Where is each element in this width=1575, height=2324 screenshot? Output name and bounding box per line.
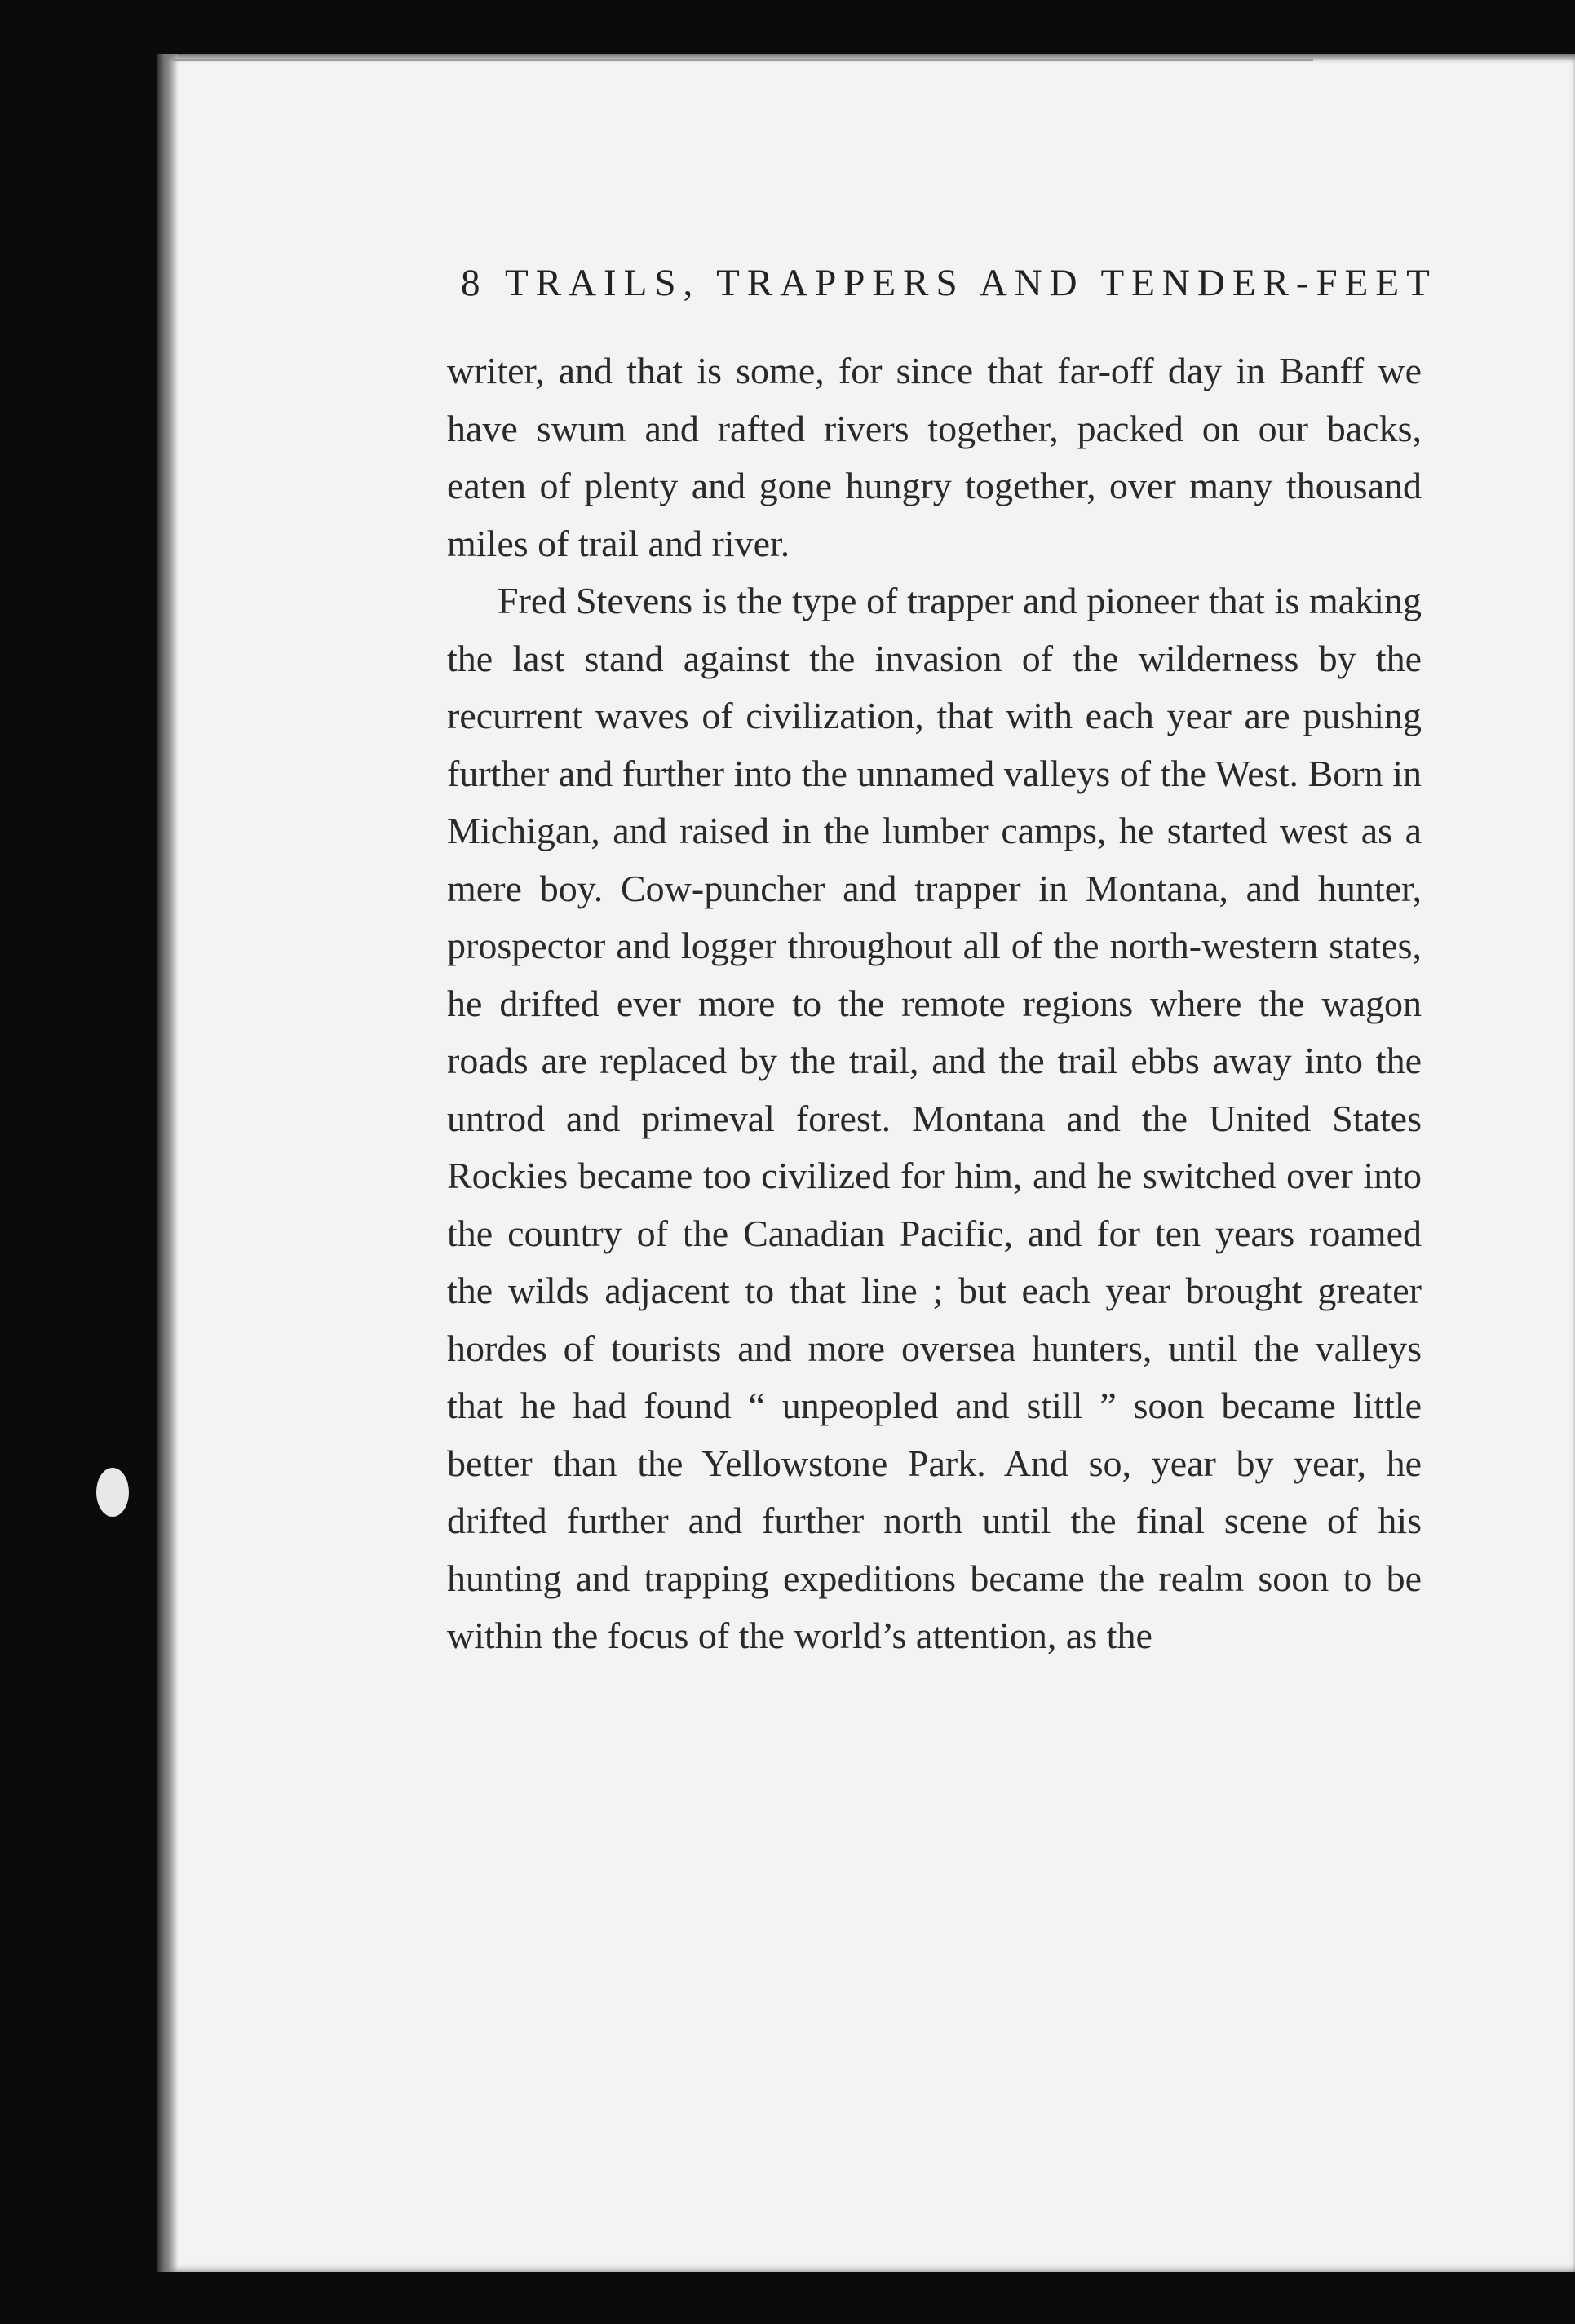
running-title: TRAILS, TRAPPERS AND TENDER-FEET (505, 262, 1437, 304)
paragraph-continued: writer, and that is some, for since that far-off day in Banff we have swum and rafted rivers together, packed on our backs, eaten of plenty and gone hungry together, over many thousand miles of trail and river. (447, 350, 1422, 564)
body-text (447, 342, 1422, 1665)
running-head (461, 261, 1437, 310)
scan-speck (96, 1468, 129, 1517)
paragraph-fred-stevens: Fred Stevens is the type of trapper and pioneer that is making the last stand against the invasion of the wilderness by the recurrent waves of civilization, that with each year are pushing further and further into the unnamed valleys of the West. Born in Michigan, and raised in the lumber camps, he started west as a mere boy. Cow-puncher and trapper in Montana, and hunter, prospector and logger throughout all of the north-western states, he drifted ever more to the remote regions where the wagon roads are replaced by the trail, and the trail ebbs away into the untrod and primeval forest. Montana and the United States Rockies became too civilized for him, and he switched over into the country of the Canadian Pacific, and for ten years roamed the wilds adjacent to that line ; but each year brought greater hordes of tourists and more oversea hunters, until the valleys that he had found “ unpeopled and still ” soon became little better than the Yellowstone Park. And so, year by year, he drifted further and further north until the final scene of his hunting and trapping expeditions became the realm soon to be within the focus of the world’s attention, as the (447, 580, 1422, 1656)
page-number: 8 (461, 262, 488, 304)
page-binding-edge (157, 54, 178, 2272)
page-top-edge (171, 59, 1313, 61)
